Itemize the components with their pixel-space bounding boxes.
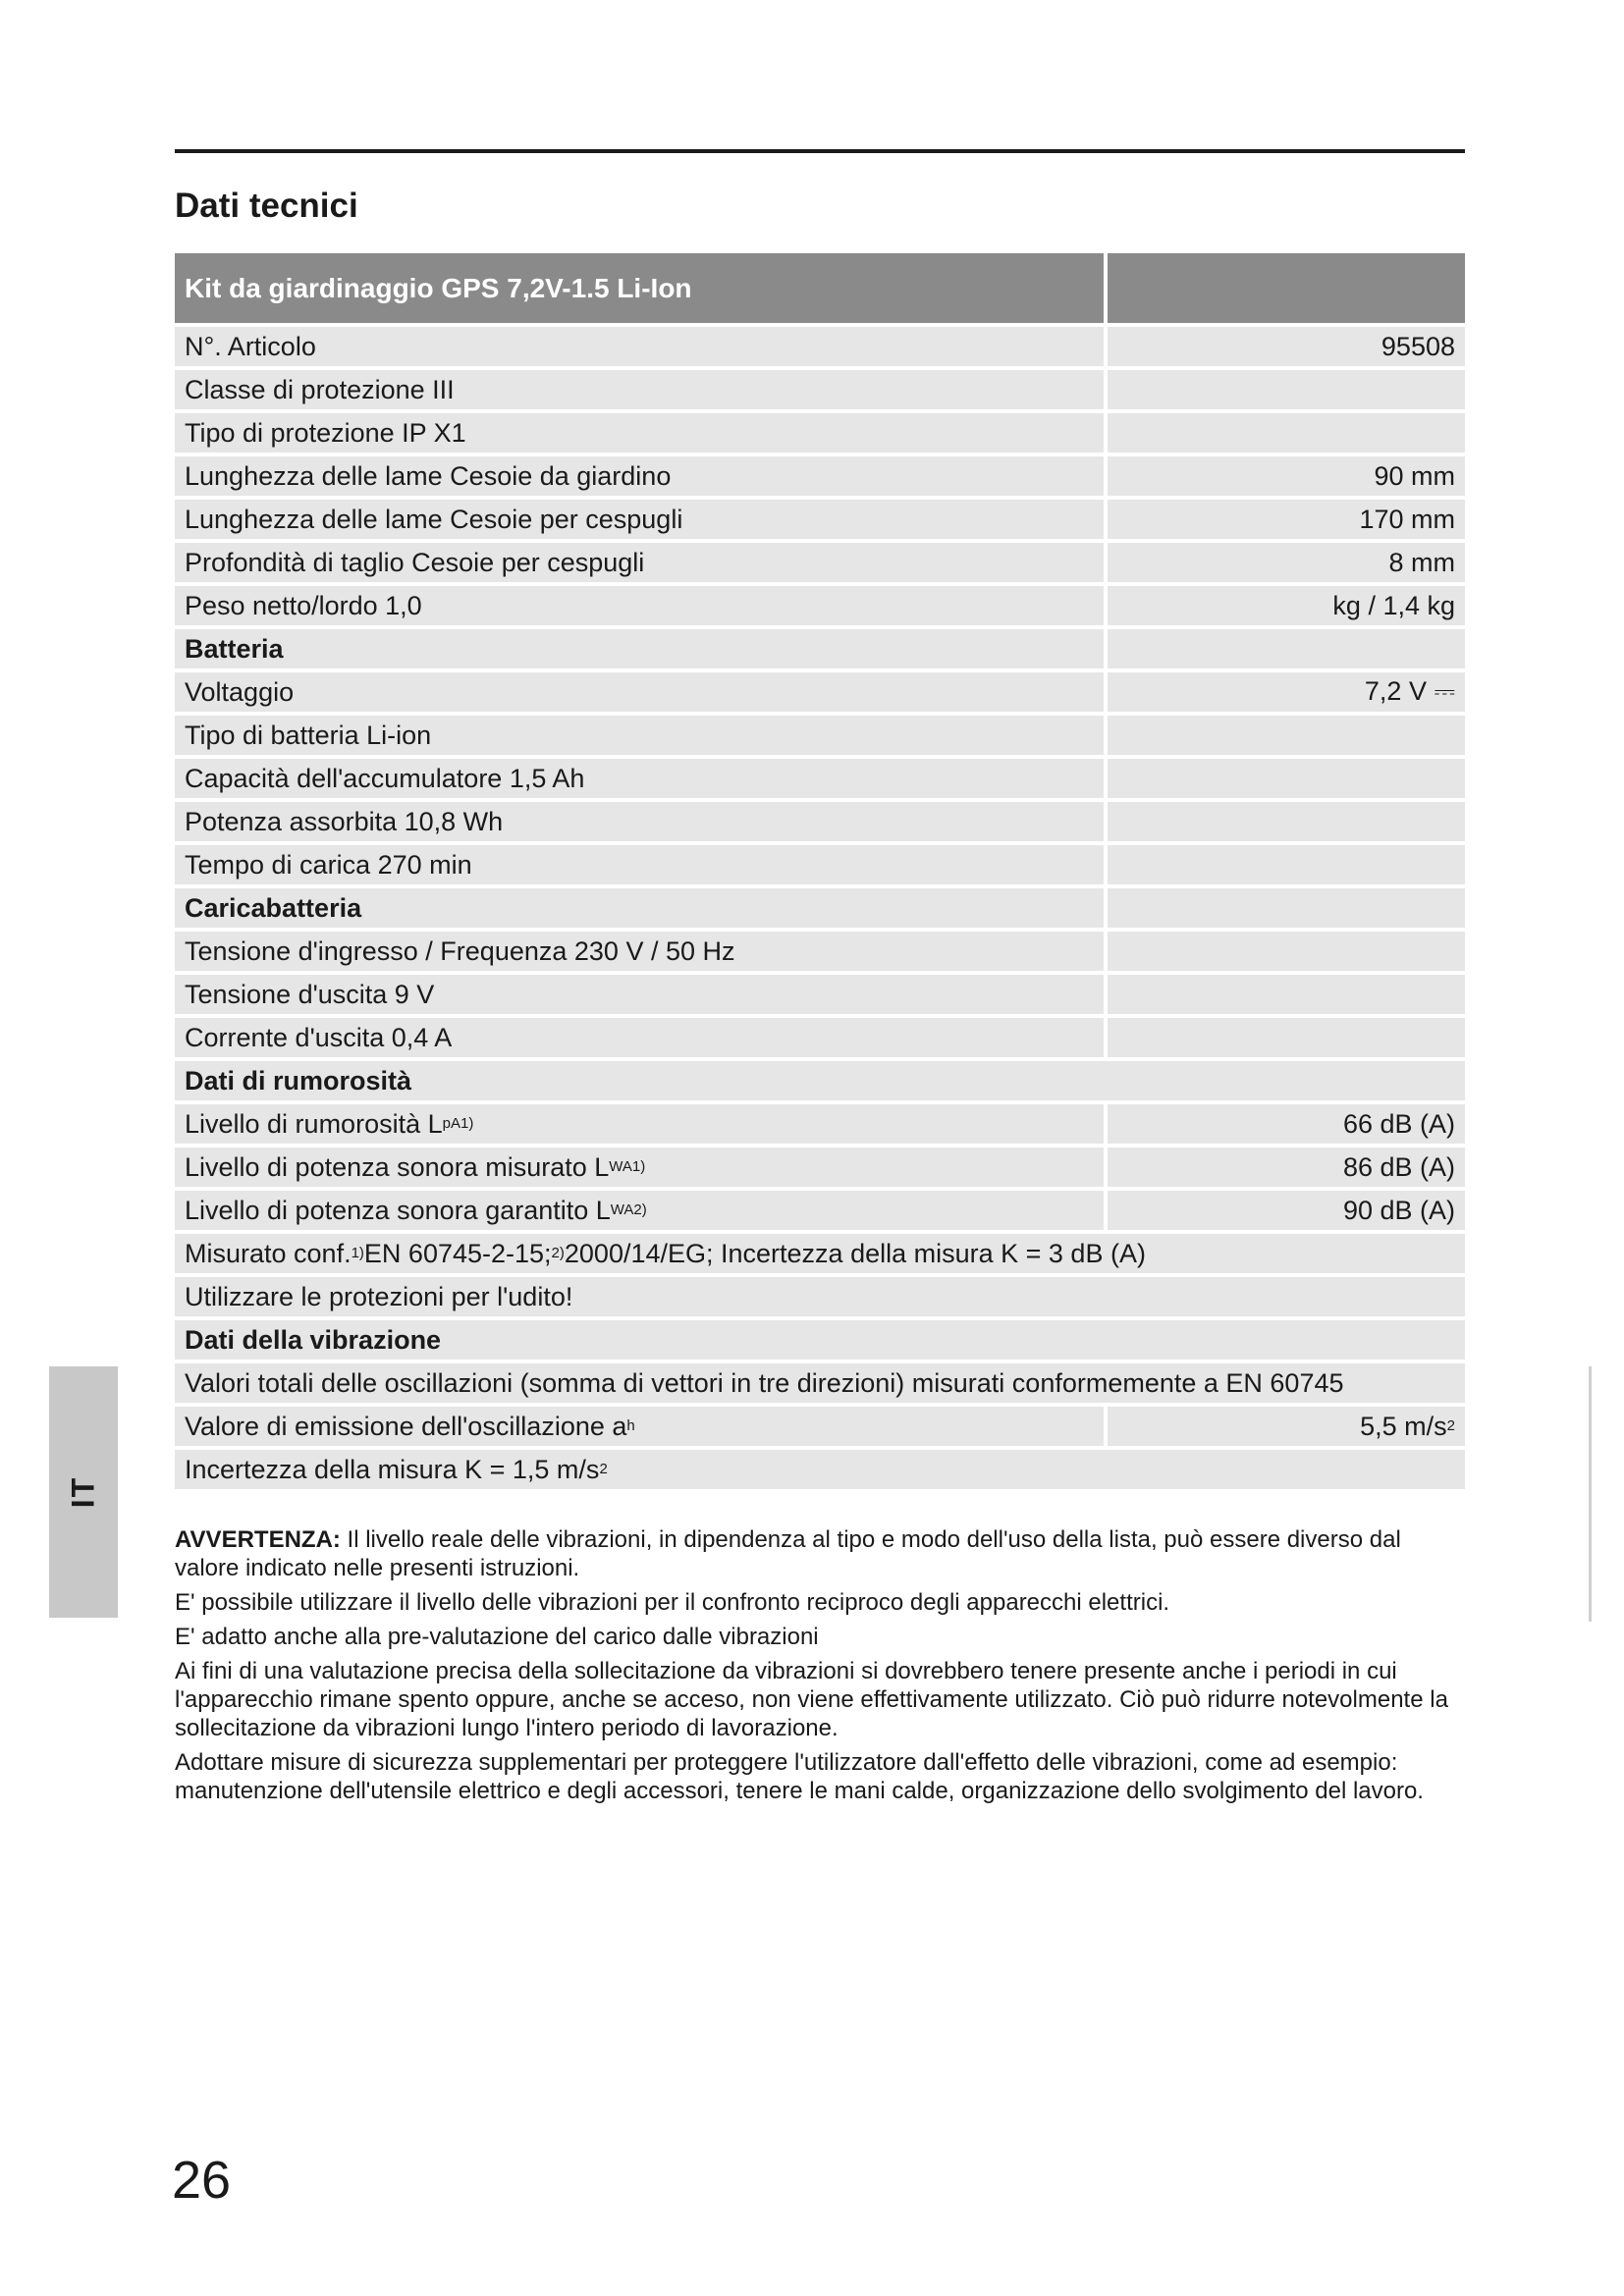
table-cell-label: Tipo di batteria Li-ion — [175, 716, 1104, 755]
note-paragraph-4: Ai fini di una valutazione precisa della sollecitazione da vibrazioni si dovrebbero tenere presente anche i periodi in cui l'apparecchio rimane spento oppure, anche se acceso, non viene effettivamente utilizzato. Ciò può ridurre notevolmente la sollecitazione da vibrazioni lungo l'intero periodo di lavorazione. — [175, 1658, 1448, 1741]
table-cell-label: Tipo di protezione IP X1 — [175, 413, 1104, 453]
table-cell-label: Corrente d'uscita 0,4 A — [175, 1018, 1104, 1057]
table-row — [175, 759, 1465, 798]
table-cell-value: 90 mm — [1108, 456, 1465, 496]
table-cell-value — [1108, 845, 1465, 884]
table-cell-label: Valori totali delle oscillazioni (somma di vettori in tre direzioni) misurati conformemente a EN 60745 — [175, 1363, 1465, 1403]
table-cell-label: Utilizzare le protezioni per l'udito! — [175, 1277, 1465, 1316]
table-cell-label: Valore di emissione dell'oscillazione a h — [175, 1407, 1104, 1446]
table-cell-value: 95508 — [1108, 327, 1465, 366]
table-row — [175, 1191, 1465, 1230]
table-section-heading — [175, 888, 1465, 928]
table-cell-label: Classe di protezione III — [175, 370, 1104, 409]
table-row — [175, 716, 1465, 755]
warning-text: Il livello reale delle vibrazioni, in dipendenza al tipo e modo dell'uso della lista, può essere diverso dal valore indicato nelle presenti istruzioni. — [175, 1526, 1401, 1581]
table-cell-value: 8 mm — [1108, 543, 1465, 582]
table-row — [175, 1104, 1465, 1144]
table-body — [175, 327, 1465, 1489]
warning-notes — [175, 1525, 1465, 1811]
table-cell-label: Voltaggio — [175, 672, 1104, 712]
table-row — [175, 456, 1465, 496]
table-row — [175, 1018, 1465, 1057]
table-row — [175, 413, 1465, 453]
table-row — [175, 975, 1465, 1014]
table-cell-value — [1108, 716, 1465, 755]
table-section-heading — [175, 1061, 1465, 1100]
table-cell-value: 90 dB (A) — [1108, 1191, 1465, 1230]
table-cell-label: Livello di rumorosità L pA 1) — [175, 1104, 1104, 1144]
page-number: 26 — [172, 2151, 232, 2210]
table-row — [175, 1407, 1465, 1446]
table-cell-value — [1108, 932, 1465, 971]
table-cell-label: Dati della vibrazione — [175, 1320, 1465, 1360]
table-cell-value: 7,2 V ⎓ — [1108, 672, 1465, 712]
table-section-heading — [175, 629, 1465, 668]
top-rule — [175, 149, 1465, 153]
table-row — [175, 932, 1465, 971]
table-cell-label: Capacità dell'accumulatore 1,5 Ah — [175, 759, 1104, 798]
table-row — [175, 1234, 1465, 1273]
table-cell-label: Dati di rumorosità — [175, 1061, 1465, 1100]
table-cell-value — [1108, 888, 1465, 928]
warning-paragraph — [175, 1525, 1465, 1582]
table-cell-label: N°. Articolo — [175, 327, 1104, 366]
spec-table — [175, 253, 1465, 1493]
table-cell-label: Potenza assorbita 10,8 Wh — [175, 802, 1104, 841]
table-cell-value — [1108, 1018, 1465, 1057]
table-row — [175, 845, 1465, 884]
warning-label: AVVERTENZA: — [175, 1526, 341, 1553]
table-row — [175, 586, 1465, 625]
note-paragraph-5: Adottare misure di sicurezza supplementari per proteggere l'utilizzatore dall'effetto delle vibrazioni, come ad esempio: manutenzione dell'utensile elettrico e degli accessori, tenere le mani calde, organizzazione dello svolgimento del lavoro. — [175, 1749, 1424, 1804]
table-cell-value — [1108, 370, 1465, 409]
note-paragraph-2: E' possibile utilizzare il livello delle vibrazioni per il confronto reciproco degli apparecchi elettrici. — [175, 1589, 1170, 1616]
table-row — [175, 543, 1465, 582]
table-cell-value — [1108, 413, 1465, 453]
table-row — [175, 1363, 1465, 1403]
table-row — [175, 802, 1465, 841]
margin-mark — [1589, 1366, 1592, 1622]
table-row — [175, 1450, 1465, 1489]
table-cell-label: Caricabatteria — [175, 888, 1104, 928]
table-row — [175, 672, 1465, 712]
table-row — [175, 327, 1465, 366]
table-row — [175, 500, 1465, 539]
table-cell-label: Lunghezza delle lame Cesoie da giardino — [175, 456, 1104, 496]
page-title: Dati tecnici — [175, 187, 358, 225]
table-header — [175, 253, 1465, 323]
table-cell-label: Batteria — [175, 629, 1104, 668]
table-cell-label: Profondità di taglio Cesoie per cespugli — [175, 543, 1104, 582]
table-cell-value — [1108, 802, 1465, 841]
table-row — [175, 370, 1465, 409]
table-cell-value: kg / 1,4 kg — [1108, 586, 1465, 625]
language-tab — [49, 1366, 118, 1618]
table-cell-value — [1108, 629, 1465, 668]
language-tab-label: IT — [65, 1475, 101, 1509]
table-section-heading — [175, 1320, 1465, 1360]
table-cell-label: Incertezza della misura K = 1,5 m/s 2 — [175, 1450, 1465, 1489]
table-row — [175, 1277, 1465, 1316]
table-row — [175, 1148, 1465, 1187]
table-cell-value: 5,5 m/s 2 — [1108, 1407, 1465, 1446]
table-cell-label: Lunghezza delle lame Cesoie per cespugli — [175, 500, 1104, 539]
note-paragraph-3: E' adatto anche alla pre-valutazione del carico dalle vibrazioni — [175, 1624, 819, 1650]
table-cell-label: Tensione d'uscita 9 V — [175, 975, 1104, 1014]
table-cell-value — [1108, 975, 1465, 1014]
table-header-blank — [1108, 253, 1465, 323]
table-cell-value — [1108, 759, 1465, 798]
table-cell-label: Misurato conf. 1) EN 60745-2-15; 2) 2000/14/EG; Incertezza della misura K = 3 dB (A) — [175, 1234, 1465, 1273]
table-cell-label: Peso netto/lordo 1,0 — [175, 586, 1104, 625]
table-header-title: Kit da giardinaggio GPS 7,2V-1.5 Li-Ion — [175, 253, 1104, 323]
table-cell-value: 170 mm — [1108, 500, 1465, 539]
table-cell-label: Tempo di carica 270 min — [175, 845, 1104, 884]
table-cell-value: 86 dB (A) — [1108, 1148, 1465, 1187]
table-cell-value: 66 dB (A) — [1108, 1104, 1465, 1144]
table-cell-label: Tensione d'ingresso / Frequenza 230 V / 50 Hz — [175, 932, 1104, 971]
table-cell-label: Livello di potenza sonora misurato L WA 1) — [175, 1148, 1104, 1187]
table-cell-label: Livello di potenza sonora garantito L WA 2) — [175, 1191, 1104, 1230]
